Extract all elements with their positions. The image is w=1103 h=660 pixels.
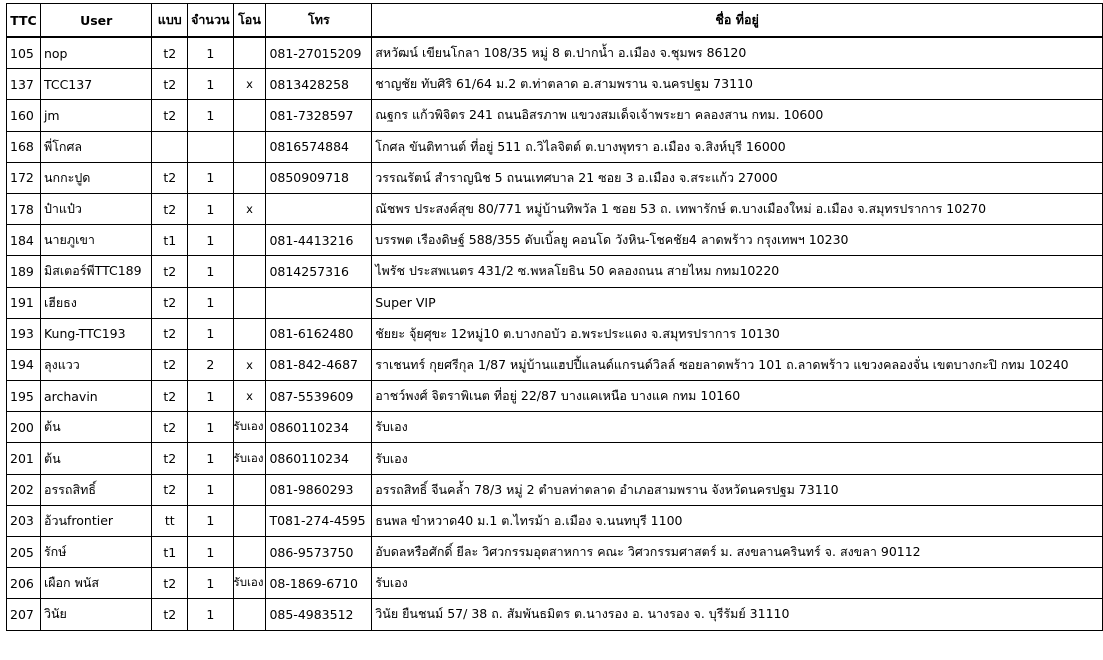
type-cell[interactable]: t2 <box>152 349 188 380</box>
phone-cell[interactable]: 081-9860293 <box>266 474 372 505</box>
address-cell[interactable]: ชัยยะ จุ้ยศุขะ 12หมู่10 ต.บางกอบัว อ.พระประแดง จ.สมุทรปราการ 10130 <box>372 318 1103 349</box>
type-cell[interactable]: t2 <box>152 381 188 412</box>
user-cell[interactable]: ต้น <box>40 412 151 443</box>
header-user[interactable]: User <box>40 4 151 38</box>
table-row <box>7 193 1103 224</box>
phone-cell[interactable]: 0813428258 <box>266 69 372 100</box>
user-cell[interactable]: archavin <box>40 381 151 412</box>
phone-cell[interactable] <box>266 193 372 224</box>
address-cell[interactable]: Super VIP <box>372 287 1103 318</box>
ttc-cell[interactable]: 168 <box>7 131 41 162</box>
quantity-cell[interactable]: 1 <box>188 37 233 69</box>
type-cell[interactable]: t2 <box>152 474 188 505</box>
transfer-cell[interactable] <box>233 131 266 162</box>
type-cell[interactable]: t2 <box>152 412 188 443</box>
type-cell[interactable]: t2 <box>152 318 188 349</box>
table-row <box>7 349 1103 380</box>
table-row <box>7 318 1103 349</box>
header-quantity[interactable]: จำนวน <box>188 4 233 38</box>
address-cell[interactable]: วรรณรัตน์ สำราญนิช 5 ถนนเทศบาล 21 ซอย 3 อ.เมือง จ.สระแก้ว 27000 <box>372 162 1103 193</box>
header-type[interactable]: แบบ <box>152 4 188 38</box>
type-cell[interactable]: t2 <box>152 599 188 630</box>
phone-cell[interactable]: 081-4413216 <box>266 225 372 256</box>
transfer-cell[interactable]: รับเอง <box>233 412 266 443</box>
address-cell[interactable]: รับเอง <box>372 412 1103 443</box>
transfer-cell[interactable] <box>233 256 266 287</box>
quantity-cell[interactable] <box>188 131 233 162</box>
address-cell[interactable]: รับเอง <box>372 443 1103 474</box>
transfer-cell[interactable] <box>233 318 266 349</box>
ttc-cell[interactable]: 178 <box>7 193 41 224</box>
quantity-cell[interactable]: 1 <box>188 193 233 224</box>
phone-cell[interactable]: 0850909718 <box>266 162 372 193</box>
user-cell[interactable]: TCC137 <box>40 69 151 100</box>
transfer-cell[interactable]: x <box>233 349 266 380</box>
type-cell[interactable]: t2 <box>152 256 188 287</box>
user-cell[interactable]: พี่โกศล <box>40 131 151 162</box>
ttc-cell[interactable]: 189 <box>7 256 41 287</box>
table-row <box>7 474 1103 505</box>
header-phone[interactable]: โทร <box>266 4 372 38</box>
header-name-address[interactable]: ชื่อ ที่อยู่ <box>372 4 1103 38</box>
ttc-cell[interactable]: 200 <box>7 412 41 443</box>
address-cell[interactable]: โกศล ขันติทานต์ ที่อยู่ 511 ถ.วิไลจิตต์ ต.บางพุทรา อ.เมือง จ.สิงห์บุรี 16000 <box>372 131 1103 162</box>
quantity-cell[interactable]: 1 <box>188 412 233 443</box>
user-cell[interactable]: นกกะปูด <box>40 162 151 193</box>
phone-cell[interactable]: 0814257316 <box>266 256 372 287</box>
transfer-cell[interactable]: x <box>233 381 266 412</box>
user-cell[interactable]: นายภูเขา <box>40 225 151 256</box>
address-cell[interactable]: ไพรัช ประสพเนตร 431/2 ซ.พหลโยธิน 50 คลองถนน สายไหม กทม10220 <box>372 256 1103 287</box>
transfer-cell[interactable] <box>233 37 266 69</box>
user-cell[interactable]: มิสเตอร์พีTTC189 <box>40 256 151 287</box>
transfer-cell[interactable] <box>233 537 266 568</box>
type-cell[interactable]: tt <box>152 505 188 536</box>
user-cell[interactable]: ต้น <box>40 443 151 474</box>
table-row <box>7 537 1103 568</box>
header-transfer[interactable]: โอน <box>233 4 266 38</box>
user-cell[interactable]: ป๋าแป๋ว <box>40 193 151 224</box>
ttc-cell[interactable]: 194 <box>7 349 41 380</box>
type-cell[interactable]: t2 <box>152 193 188 224</box>
transfer-cell[interactable] <box>233 225 266 256</box>
user-cell[interactable]: อรรถสิทธิ์ <box>40 474 151 505</box>
type-cell[interactable]: t2 <box>152 37 188 69</box>
ttc-cell[interactable]: 202 <box>7 474 41 505</box>
table-row <box>7 568 1103 599</box>
phone-cell[interactable]: 086-9573750 <box>266 537 372 568</box>
address-cell[interactable]: รับเอง <box>372 568 1103 599</box>
phone-cell[interactable]: 085-4983512 <box>266 599 372 630</box>
table-header <box>7 4 1103 38</box>
address-cell[interactable]: อับดลหรือศักดิ์ ยีละ วิศวกรรมอุตสาหการ คณะ วิศวกรรมศาสตร์ ม. สงขลานครินทร์ จ. สงขลา 90112 <box>372 537 1103 568</box>
phone-cell[interactable]: 087-5539609 <box>266 381 372 412</box>
user-cell[interactable]: เฮียธง <box>40 287 151 318</box>
address-cell[interactable]: ราเชนทร์ กุยศรีกุล 1/87 หมู่บ้านแฮปปี้แลนด์แกรนด์วิลล์ ซอยลาดพร้าว 101 ถ.ลาดพร้าว แขวงคลองจั่น เขตบางกะปิ กทม 10240 <box>372 349 1103 380</box>
user-cell[interactable]: nop <box>40 37 151 69</box>
quantity-cell[interactable]: 1 <box>188 162 233 193</box>
quantity-cell[interactable]: 1 <box>188 100 233 131</box>
phone-cell[interactable]: 0860110234 <box>266 443 372 474</box>
quantity-cell[interactable]: 1 <box>188 256 233 287</box>
user-cell[interactable]: เผือก พนัส <box>40 568 151 599</box>
type-cell[interactable]: t2 <box>152 162 188 193</box>
type-cell[interactable]: t2 <box>152 443 188 474</box>
user-cell[interactable]: รักษ์ <box>40 537 151 568</box>
phone-cell[interactable]: 08-1869-6710 <box>266 568 372 599</box>
quantity-cell[interactable]: 1 <box>188 474 233 505</box>
table-row <box>7 599 1103 630</box>
ttc-cell[interactable]: 206 <box>7 568 41 599</box>
table-body <box>7 37 1103 630</box>
table-row <box>7 412 1103 443</box>
type-cell[interactable]: t2 <box>152 69 188 100</box>
address-cell[interactable]: สหวัฒน์ เขียนโกลา 108/35 หมู่ 8 ต.ปากน้ำ อ.เมือง จ.ชุมพร 86120 <box>372 37 1103 69</box>
quantity-cell[interactable]: 1 <box>188 69 233 100</box>
ttc-cell[interactable]: 105 <box>7 37 41 69</box>
phone-cell[interactable]: 0816574884 <box>266 131 372 162</box>
header-ttc[interactable]: TTC <box>7 4 41 38</box>
phone-cell[interactable]: 0860110234 <box>266 412 372 443</box>
ttc-cell[interactable]: 137 <box>7 69 41 100</box>
address-cell[interactable]: วินัย ยืนชนม์ 57/ 38 ถ. สัมพันธมิตร ต.นางรอง อ. นางรอง จ. บุรีรัมย์ 31110 <box>372 599 1103 630</box>
table-row <box>7 37 1103 69</box>
table-row <box>7 443 1103 474</box>
transfer-cell[interactable] <box>233 505 266 536</box>
table-row <box>7 162 1103 193</box>
ttc-cell[interactable]: 195 <box>7 381 41 412</box>
transfer-cell[interactable] <box>233 287 266 318</box>
ttc-cell[interactable]: 191 <box>7 287 41 318</box>
table-row <box>7 69 1103 100</box>
transfer-cell[interactable]: x <box>233 69 266 100</box>
phone-cell[interactable]: 081-842-4687 <box>266 349 372 380</box>
address-cell[interactable]: อรรถสิทธิ์ จีนคล้ำ 78/3 หมู่ 2 ตำบลท่าตลาด อำเภอสามพราน จังหวัดนครปฐม 73110 <box>372 474 1103 505</box>
transfer-cell[interactable] <box>233 474 266 505</box>
user-cell[interactable]: Kung-TTC193 <box>40 318 151 349</box>
quantity-cell[interactable]: 1 <box>188 381 233 412</box>
address-cell[interactable]: ณัชพร ประสงค์สุข 80/771 หมู่บ้านทิพวัล 1 ซอย 53 ถ. เทพารักษ์ ต.บางเมืองใหม่ อ.เมือง จ.สมุทรปราการ 10270 <box>372 193 1103 224</box>
user-cell[interactable]: jm <box>40 100 151 131</box>
quantity-cell[interactable]: 1 <box>188 318 233 349</box>
address-cell[interactable]: ณฐกร แก้วพิจิตร 241 ถนนอิสรภาพ แขวงสมเด็จเจ้าพระยา คลองสาน กทม. 10600 <box>372 100 1103 131</box>
ttc-cell[interactable]: 172 <box>7 162 41 193</box>
user-cell[interactable]: วินัย <box>40 599 151 630</box>
order-table <box>6 3 1103 631</box>
table-row <box>7 100 1103 131</box>
type-cell[interactable]: t2 <box>152 100 188 131</box>
ttc-cell[interactable]: 160 <box>7 100 41 131</box>
phone-cell[interactable]: 081-7328597 <box>266 100 372 131</box>
quantity-cell[interactable]: 2 <box>188 349 233 380</box>
quantity-cell[interactable]: 1 <box>188 443 233 474</box>
type-cell[interactable]: t2 <box>152 568 188 599</box>
header-row <box>7 4 1103 38</box>
address-cell[interactable]: อาชว์พงศ์ จิตราพิเนต ที่อยู่ 22/87 บางแคเหนือ บางแค กทม 10160 <box>372 381 1103 412</box>
transfer-cell[interactable]: รับเอง <box>233 443 266 474</box>
phone-cell[interactable]: 081-27015209 <box>266 37 372 69</box>
quantity-cell[interactable]: 1 <box>188 225 233 256</box>
transfer-cell[interactable] <box>233 599 266 630</box>
type-cell[interactable]: t2 <box>152 287 188 318</box>
quantity-cell[interactable]: 1 <box>188 287 233 318</box>
phone-cell[interactable]: 081-6162480 <box>266 318 372 349</box>
type-cell[interactable]: t1 <box>152 225 188 256</box>
address-cell[interactable]: ชาญชัย ทับศิริ 61/64 ม.2 ต.ท่าตลาด อ.สามพราน จ.นครปฐม 73110 <box>372 69 1103 100</box>
transfer-cell[interactable]: x <box>233 193 266 224</box>
transfer-cell[interactable] <box>233 100 266 131</box>
table-row <box>7 225 1103 256</box>
address-cell[interactable]: ธนพล ขำหวาด40 ม.1 ต.ไทรม้า อ.เมือง จ.นนทบุรี 1100 <box>372 505 1103 536</box>
phone-cell[interactable]: T081-274-4595 <box>266 505 372 536</box>
table-row <box>7 505 1103 536</box>
table-row <box>7 256 1103 287</box>
ttc-cell[interactable]: 201 <box>7 443 41 474</box>
ttc-cell[interactable]: 203 <box>7 505 41 536</box>
phone-cell[interactable] <box>266 287 372 318</box>
type-cell[interactable]: t1 <box>152 537 188 568</box>
quantity-cell[interactable]: 1 <box>188 599 233 630</box>
ttc-cell[interactable]: 205 <box>7 537 41 568</box>
ttc-cell[interactable]: 184 <box>7 225 41 256</box>
user-cell[interactable]: ลุงแวว <box>40 349 151 380</box>
user-cell[interactable]: อ้วนfrontier <box>40 505 151 536</box>
quantity-cell[interactable]: 1 <box>188 568 233 599</box>
transfer-cell[interactable] <box>233 162 266 193</box>
table-row <box>7 381 1103 412</box>
quantity-cell[interactable]: 1 <box>188 537 233 568</box>
ttc-cell[interactable]: 207 <box>7 599 41 630</box>
transfer-cell[interactable]: รับเอง <box>233 568 266 599</box>
table-row <box>7 131 1103 162</box>
quantity-cell[interactable]: 1 <box>188 505 233 536</box>
address-cell[interactable]: บรรพต เรืองดิษฐ์ 588/355 ดับเบิ้ลยู คอนโด วังหิน-โชคชัย4 ลาดพร้าว กรุงเทพฯ 10230 <box>372 225 1103 256</box>
type-cell[interactable] <box>152 131 188 162</box>
table-row <box>7 287 1103 318</box>
ttc-cell[interactable]: 193 <box>7 318 41 349</box>
